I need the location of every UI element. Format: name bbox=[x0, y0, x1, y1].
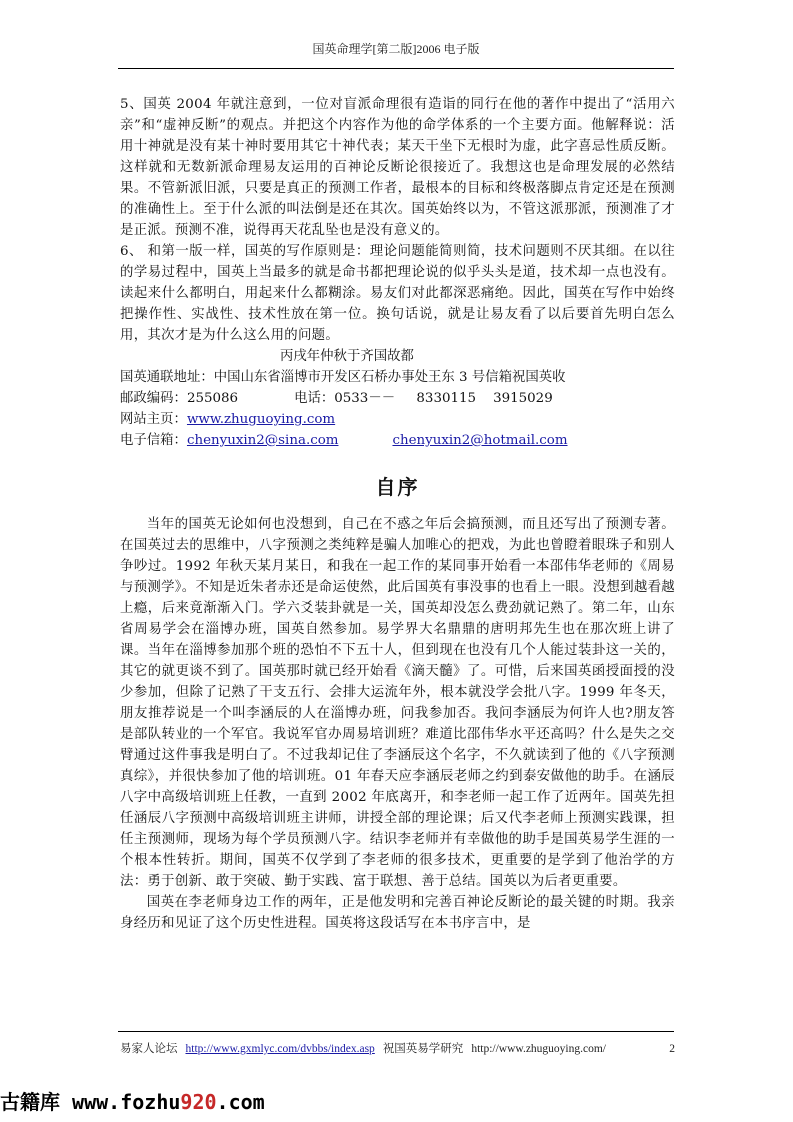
website-link[interactable]: www.zhuguoying.com bbox=[186, 412, 336, 427]
contact-address: 国英通联地址：中国山东省淄博市开发区石桥办事处王东 3 号信箱祝国英收 bbox=[120, 370, 566, 385]
footer-forum-name: 易家人论坛 bbox=[120, 1043, 178, 1055]
intro-paragraph-2: 国英在李老师身边工作的两年，正是他发明和完善百神论反断论的最关键的时期。我亲身经历和见证了这个历史性进程。国英将这段话写在本书序言中，是 bbox=[120, 895, 675, 931]
running-header: 国英命理学[第二版]2006 电子版 bbox=[312, 42, 480, 56]
footer-forum-link[interactable]: http://www.gxmlyc.com/dvbbs/index.asp bbox=[185, 1043, 375, 1055]
intro-paragraph-1: 当年的国英无论如何也没想到，自己在不惑之年后会搞预测，而且还写出了预测专著。在国英过去的思维中，八字预测之类纯粹是骗人加唯心的把戏，为此也曾瞪着眼珠子和别人争吵过。1992 年秋天某月某日，和我在一起工作的某同事开始看一本邵伟华老师的《周易与预测学》。不知是近朱者赤还是命运使然，此后国英有事没事的也看上一眼。没想到越看越上瘾，后来竟渐渐入门。学六爻装卦就是一关，国英却没怎么费劲就记熟了。第二年，山东省周易学会在淄博办班，国英自然参加。易学界大名鼎鼎的唐明邦先生也在那次班上讲了课。当年在淄博参加那个班的恐怕不下五十人，但到现在也没有几个人能过装卦这一关的，其它的就更谈不到了。国英那时就已经开始看《滴天髓》了。可惜，后来国英函授面授的没少参加，但除了记熟了干支五行、会排大运流年外，根本就没学会批八字。1999 年冬天，朋友推荐说是一个叫李涵辰的人在淄博办班，问我参加否。我问李涵辰为何许人也?朋友答是部队转业的一个军官。我说军官办周易培训班？难道比邵伟华水平还高吗？什么是失之交臂通过这件事我是明白了。不过我却记住了李涵辰这个名字，不久就读到了他的《八字预测真综》，并很快参加了他的培训班。01 年春天应李涵辰老师之约到泰安做他的助手。在涵辰八字中高级培训班上任教，一直到 2002 年底离开，和李老师一起工作了近两年。国英先担任涵辰八字预测中高级培训班主讲师，讲授全部的理论课；后又代李老师上预测实践课，担任主预测师，现场为每个学员预测八字。结识李老师并有幸做他的助手是国英易学生涯的一个根本性转折。期间，国英不仅学到了李老师的很多技术，更重要的是学到了他治学的方法：勇于创新、敢于突破、勤于实践、富于联想、善于总结。国英以为后者更重要。 bbox=[120, 517, 675, 889]
page-footer bbox=[120, 1040, 675, 1056]
email-label: 电子信箱： bbox=[120, 433, 187, 448]
footer-site-name: 祝国英易学研究 bbox=[382, 1043, 464, 1055]
page-number: 2 bbox=[669, 1043, 675, 1055]
phone-1: 8330115 bbox=[416, 391, 477, 406]
phone-2: 3915029 bbox=[493, 391, 553, 406]
contact-email-line bbox=[120, 430, 675, 451]
phone-label: 电话：0533－－ bbox=[294, 391, 396, 406]
page-body bbox=[120, 94, 675, 934]
preface-paragraph-5: 5、国英 2004 年就注意到，一位对盲派命理很有造诣的同行在他的著作中提出了“活用六亲”和“虚神反断”的观点。并把这个内容作为他的命学体系的一个主要方面。他解释说：活用十神就是没有某十神时要用其它十神代表；某天干坐下无根时为虚，此字喜忌性质反断。这样就和无数新派命理易友运用的百神论反断论很接近了。我想这也是命理发展的必然结果。不管新派旧派，只要是真正的预测工作者，最根本的目标和终极落脚点肯定还是在预测的准确性上。至于什么派的叫法倒是还在其次。国英始终以为，不管这派那派，预测准了才是正派。预测不准，说得再天花乱坠也是没有意义的。 bbox=[120, 97, 675, 238]
footer-site-url[interactable]: http://www.zhuguoying.com/ bbox=[471, 1043, 606, 1055]
website-label: 网站主页： bbox=[120, 412, 187, 427]
footer-rule bbox=[118, 1031, 674, 1032]
contact-website-line bbox=[120, 409, 675, 430]
preface-signature: 丙戌年仲秋于齐国故都 bbox=[280, 349, 414, 364]
section-title: 自序 bbox=[375, 475, 420, 499]
watermark-accent: 920 bbox=[180, 1090, 217, 1114]
watermark-prefix: 古籍库 www.fozhu bbox=[0, 1090, 181, 1114]
preface-paragraph-6: 6、 和第一版一样，国英的写作原则是：理论问题能简则简，技术问题则不厌其细。在以往的学易过程中，国英上当最多的就是命书都把理论说的似乎头头是道，技术却一点也没有。读起来什么都明白，用起来什么都糊涂。易友们对此都深恶痛绝。因此，国英在写作中始终把操作性、实战性、技术性放在第一位。换句话说，就是让易友看了以后要首先明白怎么用，其次才是为什么这么用的问题。 bbox=[120, 244, 675, 343]
email-link-1[interactable]: chenyuxin2@sina.com bbox=[186, 433, 339, 448]
contact-phone-line bbox=[120, 388, 675, 409]
watermark bbox=[0, 1086, 265, 1114]
email-link-2[interactable]: chenyuxin2@hotmail.com bbox=[392, 433, 568, 448]
header-rule bbox=[118, 68, 674, 69]
watermark-suffix: .com bbox=[216, 1090, 265, 1114]
postcode: 邮政编码：255086 bbox=[120, 391, 239, 406]
